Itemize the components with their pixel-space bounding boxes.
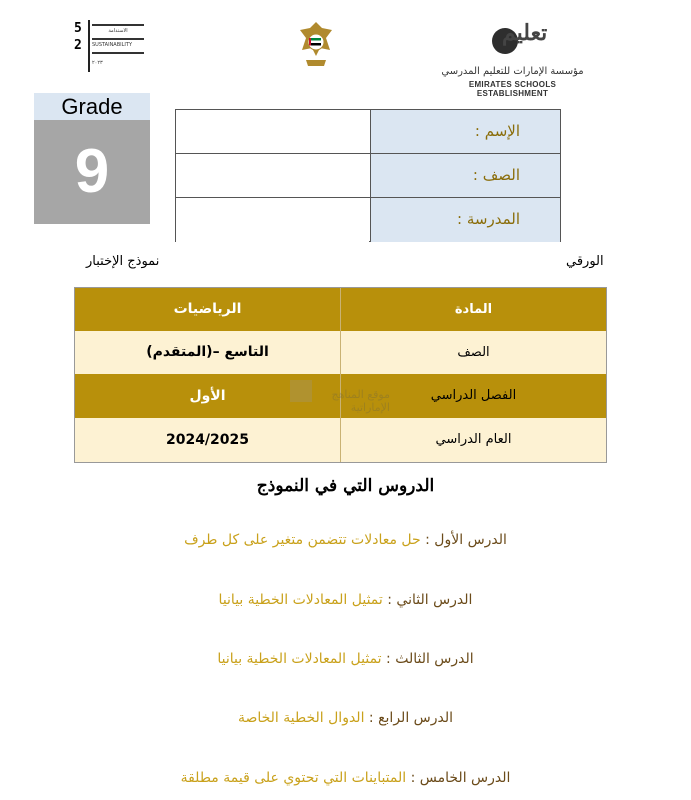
lesson-item	[0, 710, 691, 726]
ese-arabic-name: مؤسسة الإمارات للتعليم المدرسي	[441, 66, 584, 77]
lesson-key: الدرس الرابع :	[368, 710, 454, 726]
table-cell-value: التاسع –(المتقدم)	[146, 344, 269, 360]
logo-text-en: SUSTAINABILITY	[92, 42, 133, 48]
lesson-key: الدرس الأول :	[425, 532, 507, 548]
logo-text-ar: الاستدامة	[108, 28, 128, 34]
table-cell-value: الرياضيات	[173, 301, 242, 317]
lessons-title: الدروس التي في النموذج	[256, 476, 435, 496]
logo-text-year: ٢٠٢٣	[92, 60, 103, 66]
class-field[interactable]	[176, 154, 369, 197]
ese-wordmark: تعليم	[502, 20, 548, 46]
lesson-value: تمثيل المعادلات الخطية بيانيا	[217, 651, 382, 667]
logo-bar	[92, 24, 144, 26]
uae-emblem-icon	[296, 20, 336, 70]
lesson-item	[0, 770, 691, 786]
info-row-school	[176, 197, 560, 242]
info-label: الصف :	[370, 154, 560, 197]
student-info-table	[175, 109, 561, 242]
lesson-item	[0, 532, 691, 548]
table-cell-label: الفصل الدراسي	[340, 374, 606, 418]
table-cell-label: المادة	[340, 288, 606, 331]
watermark-icon	[290, 380, 312, 402]
table-row	[75, 288, 606, 331]
ese-english-name: EMIRATES SCHOOLS ESTABLISHMENT	[468, 80, 557, 98]
info-row-name	[176, 110, 560, 153]
lesson-key: الدرس الثالث :	[386, 651, 474, 667]
paper-label: الورقي	[566, 254, 604, 269]
lesson-key: الدرس الخامس :	[410, 770, 511, 786]
grade-label: Grade	[34, 93, 150, 120]
table-cell-label: الصف	[340, 331, 606, 374]
name-field[interactable]	[176, 110, 369, 153]
table-cell-value: 2024/2025	[165, 432, 250, 448]
logo-digit: 5	[74, 21, 82, 36]
sustainability-logo	[74, 20, 144, 72]
logo-digits	[74, 20, 90, 72]
lesson-key: الدرس الثاني :	[387, 592, 473, 608]
lesson-item	[0, 592, 691, 608]
lesson-item	[0, 651, 691, 667]
info-label: المدرسة :	[370, 198, 560, 242]
table-row	[75, 418, 606, 462]
logo-bar	[92, 52, 144, 54]
exam-model-label: نموذج الإختبار	[86, 254, 160, 269]
lesson-value: الدوال الخطية الخاصة	[237, 710, 365, 726]
info-label: الإسم :	[370, 110, 560, 153]
table-cell-label: العام الدراسي	[340, 418, 606, 462]
watermark-text: موقع المناهج الإماراتية	[331, 388, 390, 414]
ese-logo	[440, 20, 585, 98]
logo-digit: 2	[74, 38, 82, 53]
logo-bar	[92, 38, 144, 40]
watermark	[290, 380, 390, 420]
lesson-value: حل معادلات تتضمن متغير على كل طرف	[184, 532, 421, 548]
table-row	[75, 331, 606, 374]
info-row-class	[176, 153, 560, 197]
grade-number: 9	[34, 120, 150, 224]
table-cell-value: الأول	[189, 388, 226, 404]
lesson-value: المتباينات التي تحتوي على قيمة مطلقة	[180, 770, 407, 786]
lesson-value: تمثيل المعادلات الخطية بيانيا	[218, 592, 383, 608]
subject-table	[74, 287, 607, 463]
school-field[interactable]	[176, 198, 369, 242]
